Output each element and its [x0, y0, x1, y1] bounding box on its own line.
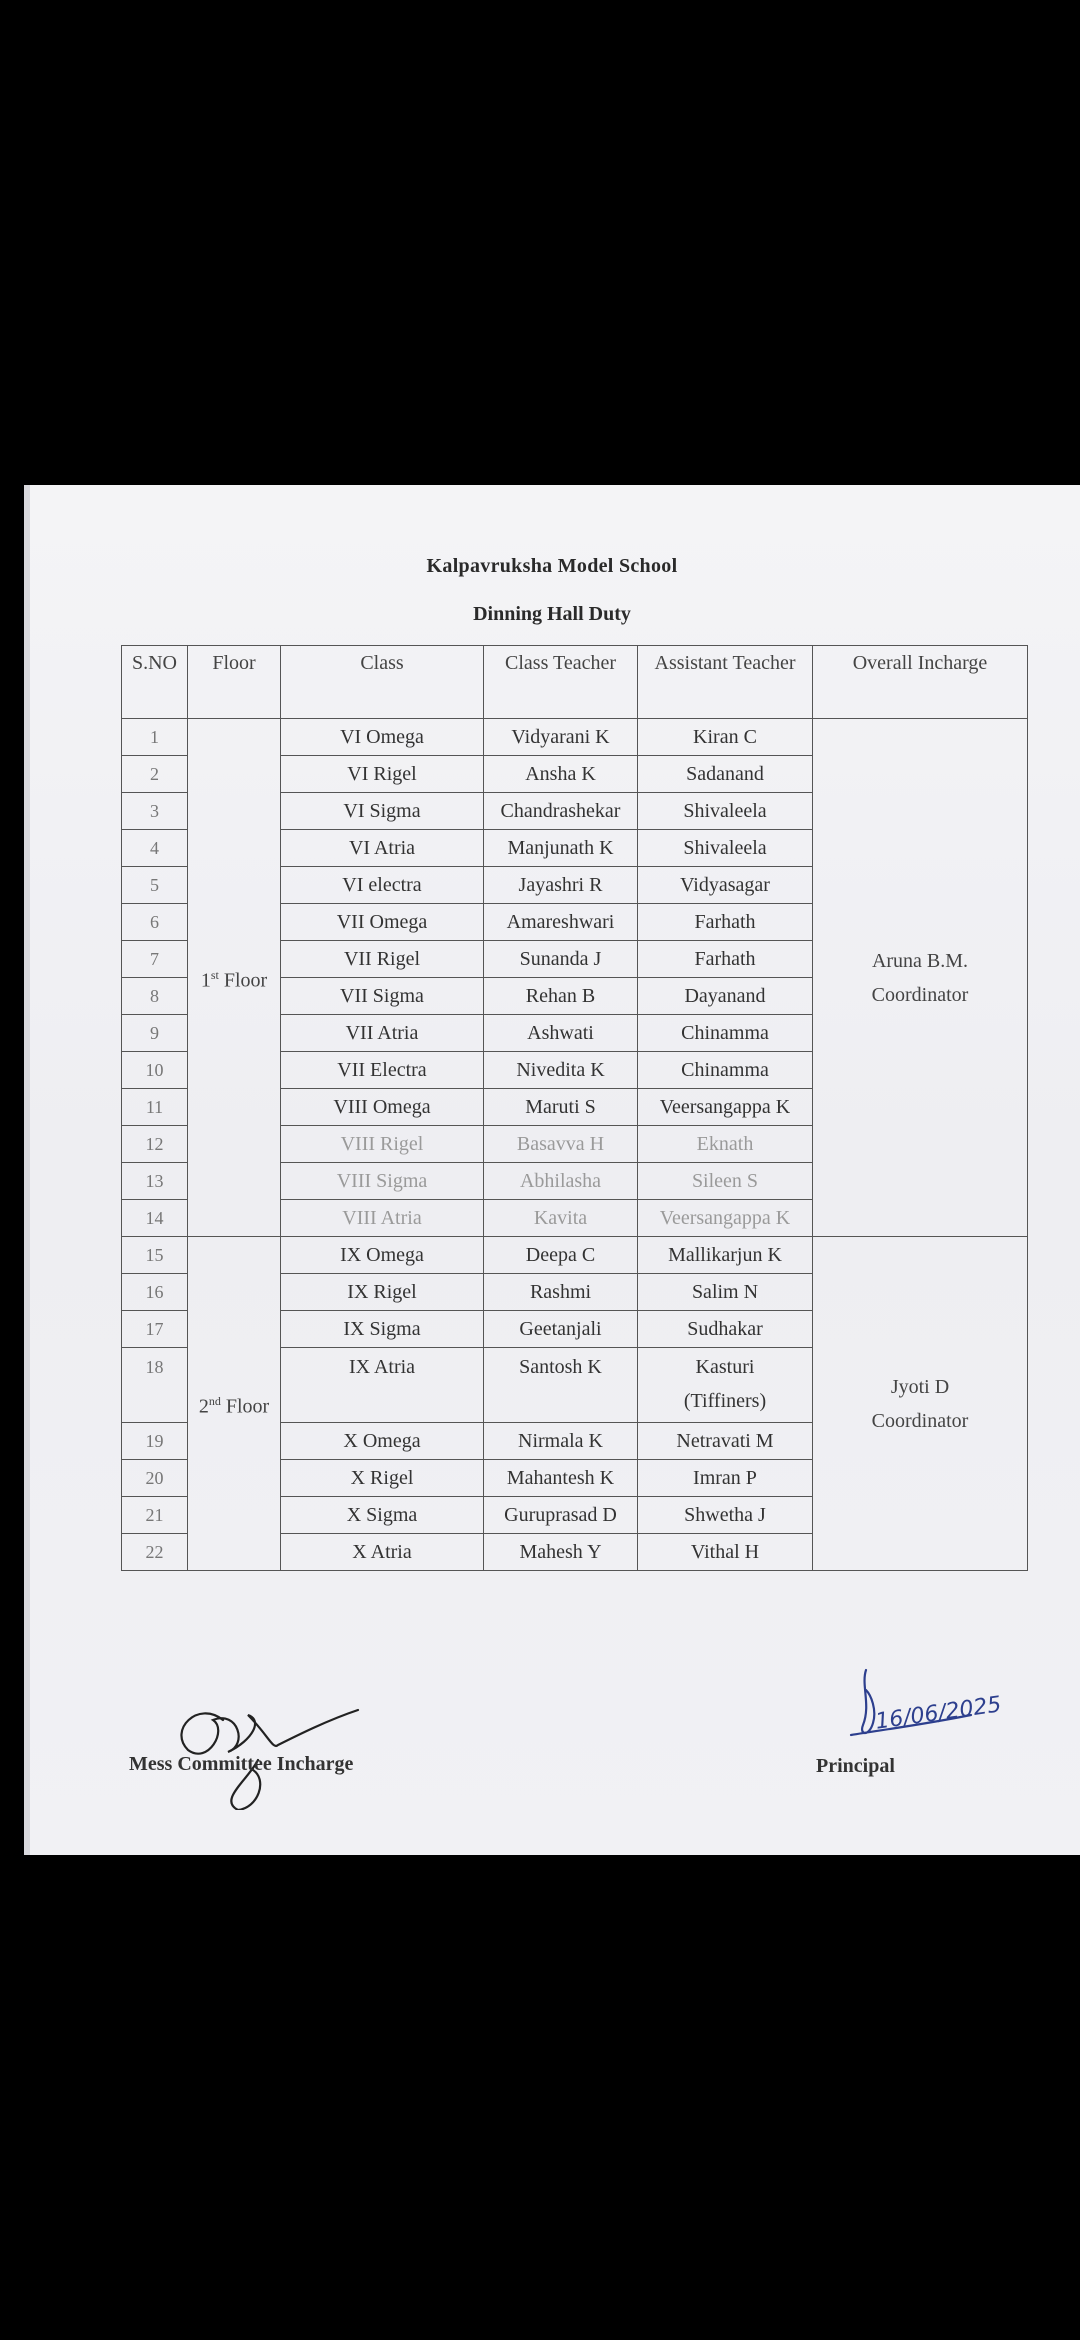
cell-assistant-teacher: Dayanand: [638, 978, 813, 1015]
cell-sno: 6: [122, 904, 188, 941]
cell-class: VII Rigel: [281, 941, 484, 978]
header-overall-incharge: Overall Incharge: [813, 646, 1028, 719]
floor-suffix: st: [210, 967, 219, 982]
header-floor: Floor: [188, 646, 281, 719]
cell-assistant-teacher: Mallikarjun K: [638, 1237, 813, 1274]
mess-incharge-signature: [128, 1690, 428, 1810]
cell-class: X Atria: [281, 1534, 484, 1571]
cell-class: VII Sigma: [281, 978, 484, 1015]
cell-sno: 9: [122, 1015, 188, 1052]
cell-assistant-teacher: [638, 1348, 813, 1423]
cell-assistant-teacher: Kiran C: [638, 719, 813, 756]
document-sheet: [24, 485, 1080, 1855]
cell-class: VIII Sigma: [281, 1163, 484, 1200]
cell-assistant-teacher: Netravati M: [638, 1423, 813, 1460]
cell-assistant-teacher: Chinamma: [638, 1052, 813, 1089]
cell-sno: 2: [122, 756, 188, 793]
cell-class: VI electra: [281, 867, 484, 904]
cell-class-teacher: Jayashri R: [484, 867, 638, 904]
cell-sno: 19: [122, 1423, 188, 1460]
cell-class-teacher: Sunanda J: [484, 941, 638, 978]
cell-class: IX Rigel: [281, 1274, 484, 1311]
cell-assistant-teacher: Imran P: [638, 1460, 813, 1497]
cell-class: IX Atria: [281, 1348, 484, 1423]
incharge-name: Aruna B.M.: [871, 949, 969, 972]
header-class-teacher: Class Teacher: [484, 646, 638, 719]
floor-number: 2: [198, 1395, 209, 1418]
cell-sno: 16: [122, 1274, 188, 1311]
table-row: [122, 719, 1028, 756]
duty-table: [121, 645, 1028, 1571]
cell-assistant-teacher: Veersangappa K: [638, 1089, 813, 1126]
cell-class-teacher: Ashwati: [484, 1015, 638, 1052]
cell-class-teacher: Nirmala K: [484, 1423, 638, 1460]
floor-suffix: nd: [208, 1393, 221, 1408]
cell-sno: 14: [122, 1200, 188, 1237]
cell-class-teacher: Santosh K: [484, 1348, 638, 1423]
cell-class-teacher: Ansha K: [484, 756, 638, 793]
cell-assistant-teacher: Sudhakar: [638, 1311, 813, 1348]
cell-assistant-teacher: Sadanand: [638, 756, 813, 793]
cell-class: X Omega: [281, 1423, 484, 1460]
cell-assistant-teacher: Salim N: [638, 1274, 813, 1311]
cell-class-teacher: Rehan B: [484, 978, 638, 1015]
table-header-row: [122, 646, 1028, 719]
cell-sno: 15: [122, 1237, 188, 1274]
cell-sno: 21: [122, 1497, 188, 1534]
cell-class: X Sigma: [281, 1497, 484, 1534]
floor-number: 1: [200, 969, 211, 992]
cell-sno: 20: [122, 1460, 188, 1497]
cell-sno: 5: [122, 867, 188, 904]
cell-class-teacher: Basavva H: [484, 1126, 638, 1163]
cell-class-teacher: Mahesh Y: [484, 1534, 638, 1571]
cell-class-teacher: Vidyarani K: [484, 719, 638, 756]
cell-class: VI Rigel: [281, 756, 484, 793]
incharge-role: Coordinator: [871, 983, 969, 1006]
cell-assistant-teacher: Chinamma: [638, 1015, 813, 1052]
incharge-role: Coordinator: [871, 1409, 969, 1432]
cell-class-teacher: Kavita: [484, 1200, 638, 1237]
cell-sno: 8: [122, 978, 188, 1015]
table-body: [122, 719, 1028, 1571]
cell-class-teacher: Amareshwari: [484, 904, 638, 941]
cell-class: X Rigel: [281, 1460, 484, 1497]
cell-sno: 17: [122, 1311, 188, 1348]
cell-sno: 4: [122, 830, 188, 867]
incharge-name: Jyoti D: [890, 1375, 950, 1398]
cell-class: VIII Rigel: [281, 1126, 484, 1163]
cell-class: IX Omega: [281, 1237, 484, 1274]
cell-assistant-teacher: Veersangappa K: [638, 1200, 813, 1237]
cell-sno: 1: [122, 719, 188, 756]
cell-floor-first: [188, 719, 281, 1237]
cell-class-teacher: Chandrashekar: [484, 793, 638, 830]
cell-class: VII Omega: [281, 904, 484, 941]
principal-date: 16/06/2025: [873, 1692, 1003, 1735]
school-name: Kalpavruksha Model School: [426, 555, 678, 577]
cell-incharge-first: [813, 719, 1028, 1237]
cell-assistant-teacher: Vidyasagar: [638, 867, 813, 904]
cell-sno: 18: [122, 1348, 188, 1423]
cell-assistant-teacher: Shivaleela: [638, 830, 813, 867]
cell-class-teacher: Nivedita K: [484, 1052, 638, 1089]
cell-assistant-teacher: Sileen S: [638, 1163, 813, 1200]
header-sno: S.NO: [122, 646, 188, 719]
cell-class-teacher: Deepa C: [484, 1237, 638, 1274]
cell-sno: 13: [122, 1163, 188, 1200]
cell-assistant-teacher: Farhath: [638, 941, 813, 978]
cell-class-teacher: Manjunath K: [484, 830, 638, 867]
cell-incharge-second: [813, 1237, 1028, 1571]
cell-class-teacher: Rashmi: [484, 1274, 638, 1311]
cell-class-teacher: Geetanjali: [484, 1311, 638, 1348]
assistant-name: Kasturi: [695, 1356, 755, 1378]
cell-class: VI Omega: [281, 719, 484, 756]
cell-sno: 3: [122, 793, 188, 830]
cell-class: VII Electra: [281, 1052, 484, 1089]
document-title: Dinning Hall Duty: [473, 603, 631, 625]
cell-class-teacher: Mahantesh K: [484, 1460, 638, 1497]
cell-class: VIII Atria: [281, 1200, 484, 1237]
cell-assistant-teacher: Eknath: [638, 1126, 813, 1163]
mess-committee-label: Mess Committee Incharge: [129, 1753, 354, 1775]
header-assistant-teacher: Assistant Teacher: [638, 646, 813, 719]
principal-label: Principal: [816, 1755, 895, 1777]
cell-class: VIII Omega: [281, 1089, 484, 1126]
cell-sno: 22: [122, 1534, 188, 1571]
cell-class: IX Sigma: [281, 1311, 484, 1348]
cell-class-teacher: Abhilasha: [484, 1163, 638, 1200]
cell-assistant-teacher: Farhath: [638, 904, 813, 941]
cell-class: VI Atria: [281, 830, 484, 867]
table-row: [122, 1237, 1028, 1274]
cell-class-teacher: Maruti S: [484, 1089, 638, 1126]
cell-class: VII Atria: [281, 1015, 484, 1052]
cell-sno: 12: [122, 1126, 188, 1163]
floor-word: Floor: [220, 1395, 270, 1418]
cell-class: VI Sigma: [281, 793, 484, 830]
cell-assistant-teacher: Shwetha J: [638, 1497, 813, 1534]
cell-floor-second: [188, 1237, 281, 1571]
cell-assistant-teacher: Vithal H: [638, 1534, 813, 1571]
cell-assistant-teacher: Shivaleela: [638, 793, 813, 830]
cell-sno: 11: [122, 1089, 188, 1126]
floor-word: Floor: [218, 969, 268, 992]
cell-sno: 10: [122, 1052, 188, 1089]
header-class: Class: [281, 646, 484, 719]
cell-class-teacher: Guruprasad D: [484, 1497, 638, 1534]
cell-sno: 7: [122, 941, 188, 978]
assistant-note: (Tiffiners): [683, 1390, 767, 1412]
